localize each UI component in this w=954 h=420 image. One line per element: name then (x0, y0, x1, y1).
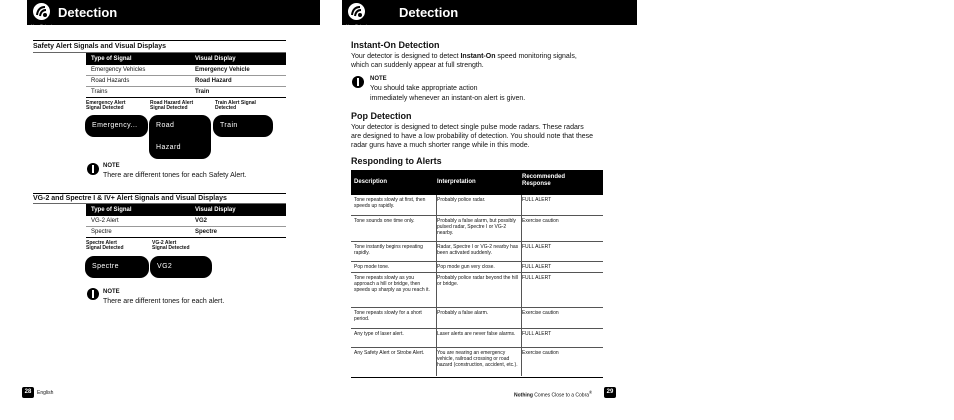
description-cell: Pop mode tone. (354, 264, 390, 270)
col-display: Visual Display (195, 56, 236, 62)
col-description: Description (354, 179, 388, 185)
display-cell: Train (195, 89, 210, 95)
description-cell: Any type of laser alert. (354, 331, 404, 337)
note-text: There are different tones for each alert. (103, 298, 225, 305)
table-row (351, 329, 603, 348)
signal-cell: Spectre (91, 229, 112, 235)
col-display: Visual Display (195, 207, 236, 213)
display-cell: VG2 (195, 218, 208, 224)
section-title: VG-2 and Spectre I & IV+ Alert Signals and Visual Displays (33, 195, 227, 202)
note-heading: NOTE (103, 163, 120, 169)
interpretation-cell: Probably a false alarm. (437, 310, 489, 316)
col-signal: Type of Signal (91, 56, 132, 62)
note-icon (87, 163, 99, 175)
page-title: Detection (58, 5, 118, 20)
footer-tagline-text: Comes Close to a Cobra (534, 392, 590, 399)
table-row (351, 348, 603, 378)
interpretation-cell: Radar, Spectre I or VG-2 nearby has been activated suddenly. (437, 244, 519, 256)
cobra-logo-icon (31, 1, 52, 22)
note-text: There are different tones for each Safety Alert. (103, 172, 247, 179)
note-line: You should take appropriate action (370, 85, 478, 92)
pop-heading: Pop Detection (351, 111, 412, 121)
response-cell: FULL ALERT (522, 264, 552, 270)
interpretation-cell: Laser alerts are never false alarms. (437, 331, 516, 337)
footer-brand: Nothing (514, 392, 533, 399)
display-text: Emergency... (92, 122, 138, 129)
display-label: VG-2 Alert Signal Detected (152, 240, 190, 251)
text-span: Your detector is designed to detect single pulse mode radars. These radars (351, 124, 584, 131)
header-tag: Your Detector (346, 23, 371, 28)
note-heading: NOTE (103, 289, 120, 295)
footer-language: English (37, 390, 54, 396)
text-span: which can suddenly appear at full strength. (351, 62, 484, 69)
page-number: 29 (604, 387, 616, 398)
table-row (351, 242, 603, 262)
interpretation-cell: Pop mode gun very close. (437, 264, 495, 270)
table-row (351, 308, 603, 329)
response-cell: FULL ALERT (522, 275, 552, 281)
table-header (86, 53, 286, 65)
response-cell: Exercise caution (522, 218, 559, 224)
left-page (0, 0, 320, 420)
vg2-display (150, 256, 212, 278)
description-cell: Tone sounds one time only. (354, 218, 415, 224)
text-span: are designed to have a low probability of detection. You should note that these (351, 133, 594, 140)
table-row (351, 195, 603, 216)
road-hazard-display (149, 115, 211, 159)
instant-on-text (351, 52, 611, 70)
display-text: Train (220, 122, 238, 129)
text-bold: Instant-On (460, 53, 496, 60)
display-label: Train Alert Signal Detected (215, 100, 256, 111)
description-cell: Tone instantly begins repeating rapidly. (354, 244, 423, 256)
table-row (86, 227, 286, 238)
description-cell: Tone repeats slowly as you approach a hill or bridge, then speeds up sharply as you reach it. (354, 275, 430, 293)
note-heading: NOTE (370, 76, 387, 82)
table-row (351, 216, 603, 242)
col-signal: Type of Signal (91, 207, 132, 213)
text-span: speed monitoring signals, (495, 53, 577, 60)
interpretation-cell: Probably a false alarm, but possibly pulsed radar, Spectre I or VG-2 nearby. (437, 218, 516, 236)
col-recommended: Recommended (522, 174, 566, 180)
table-row (86, 76, 286, 87)
cobra-logo-icon (346, 1, 367, 22)
responding-heading: Responding to Alerts (351, 156, 442, 166)
column-divider (521, 195, 522, 376)
page-title: Detection (399, 5, 459, 20)
table-row (351, 273, 603, 308)
response-cell: Exercise caution (522, 350, 559, 356)
display-label: Road Hazard Alert Signal Detected (150, 100, 194, 111)
signal-cell: Emergency Vehicles (91, 67, 146, 73)
table-row (86, 216, 286, 227)
description-cell: Tone repeats slowly for a short period. (354, 310, 422, 322)
table-row (86, 87, 286, 98)
signal-cell: Trains (91, 89, 108, 95)
footer-mark: ® (589, 390, 593, 395)
header-tag: Your Detector (31, 23, 56, 28)
response-cell: FULL ALERT (522, 244, 552, 250)
table-row (351, 262, 603, 273)
display-text: Hazard (156, 144, 181, 151)
pop-text (351, 123, 621, 150)
table-header (86, 204, 286, 216)
col-response: Response (522, 181, 551, 187)
description-cell: Tone repeats slowly at first, then speeds up rapidly. (354, 197, 426, 209)
display-text: Spectre (92, 263, 119, 270)
section-rule (33, 193, 286, 194)
display-text: Road (156, 122, 175, 129)
left-header (27, 0, 320, 28)
spectre-display (85, 256, 149, 278)
note-icon (352, 76, 364, 88)
note-line: immediately whenever an instant-on alert is given. (370, 95, 526, 102)
col-interpretation: Interpretation (437, 179, 476, 185)
train-display (213, 115, 273, 137)
right-page (342, 0, 642, 420)
display-cell: Spectre (195, 229, 218, 235)
alerts-table-header (351, 170, 603, 195)
interpretation-cell: You are nearing an emergency vehicle, railroad crossing or road hazard (construction, accident, etc.). (437, 350, 518, 368)
description-cell: Any Safety Alert or Strobe Alert. (354, 350, 425, 356)
section-rule (33, 40, 286, 41)
table-row (86, 65, 286, 76)
instant-on-heading: Instant-On Detection (351, 40, 440, 50)
text-span: radar guns have a much shorter range while in this mode. (351, 142, 530, 149)
emergency-display (85, 115, 148, 137)
display-label: Spectre Alert Signal Detected (86, 240, 124, 251)
signal-cell: VG-2 Alert (91, 218, 119, 224)
text-span: Your detector is designed to detect (351, 53, 461, 60)
display-label: Emergency Alert Signal Detected (86, 100, 126, 111)
footer-tagline (514, 390, 592, 399)
interpretation-cell: Probably police radar. (437, 197, 486, 203)
display-text: VG2 (157, 263, 173, 270)
column-divider (436, 195, 437, 376)
display-cell: Road Hazard (195, 78, 232, 84)
display-cell: Emergency Vehicle (195, 67, 250, 73)
response-cell: FULL ALERT (522, 331, 552, 337)
note-icon (87, 288, 99, 300)
response-cell: Exercise caution (522, 310, 559, 316)
signal-cell: Road Hazards (91, 78, 130, 84)
response-cell: FULL ALERT (522, 197, 552, 203)
right-header (342, 0, 637, 28)
section-title: Safety Alert Signals and Visual Displays (33, 43, 167, 50)
page-number: 28 (22, 387, 34, 398)
interpretation-cell: Probably police radar beyond the hill or bridge. (437, 275, 518, 287)
